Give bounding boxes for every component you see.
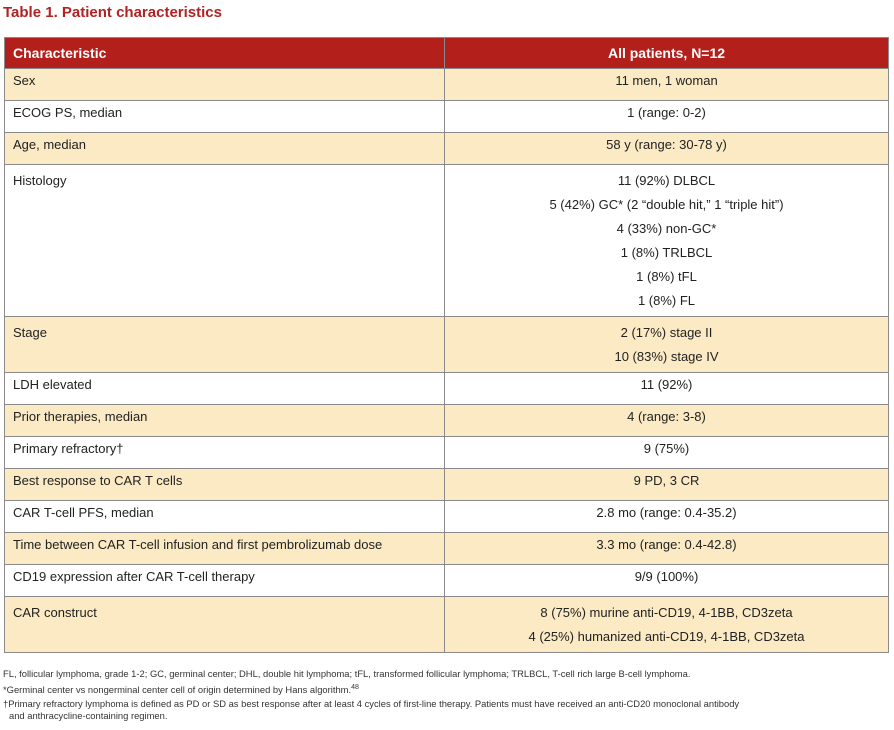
row-value: 2 (17%) stage II [620,325,713,340]
footnote-gc-text: *Germinal center vs nongerminal center cell of origin determined by Hans algorithm. [3,684,352,696]
row-value: 5 (42%) GC* (2 “double hit,” 1 “triple hit”) [549,197,784,212]
row-value: 4 (range: 3-8) [627,409,706,424]
row-value: 11 (92%) [640,377,693,392]
row-label: Time between CAR T-cell infusion and first pembrolizumab dose [13,537,383,552]
header-characteristic: Characteristic [5,38,445,69]
footnote-refractory-line1: †Primary refractory lymphoma is defined as PD or SD as best response after at least 4 cycles of first-line therapy. Patients must have received an anti-CD20 monoclonal antibody [3,698,740,709]
row-stage [5,317,889,373]
row-value: 1 (8%) FL [637,293,696,308]
row-label: ECOG PS, median [13,105,123,120]
row-value: 3.3 mo (range: 0.4-42.8) [596,537,737,552]
row-age [5,133,889,165]
row-ecog [5,101,889,133]
row-best-response [5,469,889,501]
patient-characteristics-table [4,37,889,653]
row-value: 1 (8%) tFL [636,269,697,284]
row-value: 1 (range: 0-2) [627,105,706,120]
row-primary-refractory [5,437,889,469]
row-value: 11 men, 1 woman [615,73,718,88]
row-ldh [5,373,889,405]
row-label: Age, median [13,137,86,152]
row-prior-therapies [5,405,889,437]
row-value: 2.8 mo (range: 0.4-35.2) [596,505,737,520]
row-value: 58 y (range: 30-78 y) [606,137,727,152]
row-value: 4 (25%) humanized anti-CD19, 4-1BB, CD3zeta [528,629,805,644]
row-label: Sex [13,73,36,88]
row-histology [5,165,889,317]
row-time-between [5,533,889,565]
footnote-germinal-center [3,682,359,696]
row-label: Stage [13,325,47,340]
row-value: 10 (83%) stage IV [614,349,719,364]
row-cd19 [5,565,889,597]
footnote-refractory-cont [3,710,167,722]
row-car-pfs [5,501,889,533]
row-label: Primary refractory† [13,441,124,456]
footnote-refractory [3,698,739,710]
row-value: 11 (92%) DLBCL [617,173,716,188]
footnote-refractory-line2: and anthracycline-containing regimen. [9,710,168,721]
row-label: CAR T-cell PFS, median [13,505,154,520]
footnote-abbreviations: FL, follicular lymphoma, grade 1-2; GC, germinal center; DHL, double hit lymphoma; tFL, transformed follicular lymphoma; TRLBCL, T-cell rich large B-cell lymphoma. [3,668,691,679]
row-sex [5,69,889,101]
row-label: CAR construct [13,605,97,620]
row-value: 1 (8%) TRLBCL [620,245,713,260]
row-label: CD19 expression after CAR T-cell therapy [13,569,255,584]
row-value: 8 (75%) murine anti-CD19, 4-1BB, CD3zeta [540,605,793,620]
row-label: Prior therapies, median [13,409,148,424]
row-value: 4 (33%) non-GC* [616,221,717,236]
row-value: 9 PD, 3 CR [633,473,700,488]
row-label: LDH elevated [13,377,92,392]
row-car-construct [5,597,889,653]
table-header-row [5,38,889,69]
row-value: 9/9 (100%) [634,569,699,584]
table-title: Table 1. Patient characteristics [3,4,222,21]
footnote-gc-ref: 48 [351,684,359,691]
row-value: 9 (75%) [643,441,690,456]
row-label: Histology [13,173,67,188]
row-label: Best response to CAR T cells [13,473,183,488]
header-all-patients: All patients, N=12 [445,38,889,69]
